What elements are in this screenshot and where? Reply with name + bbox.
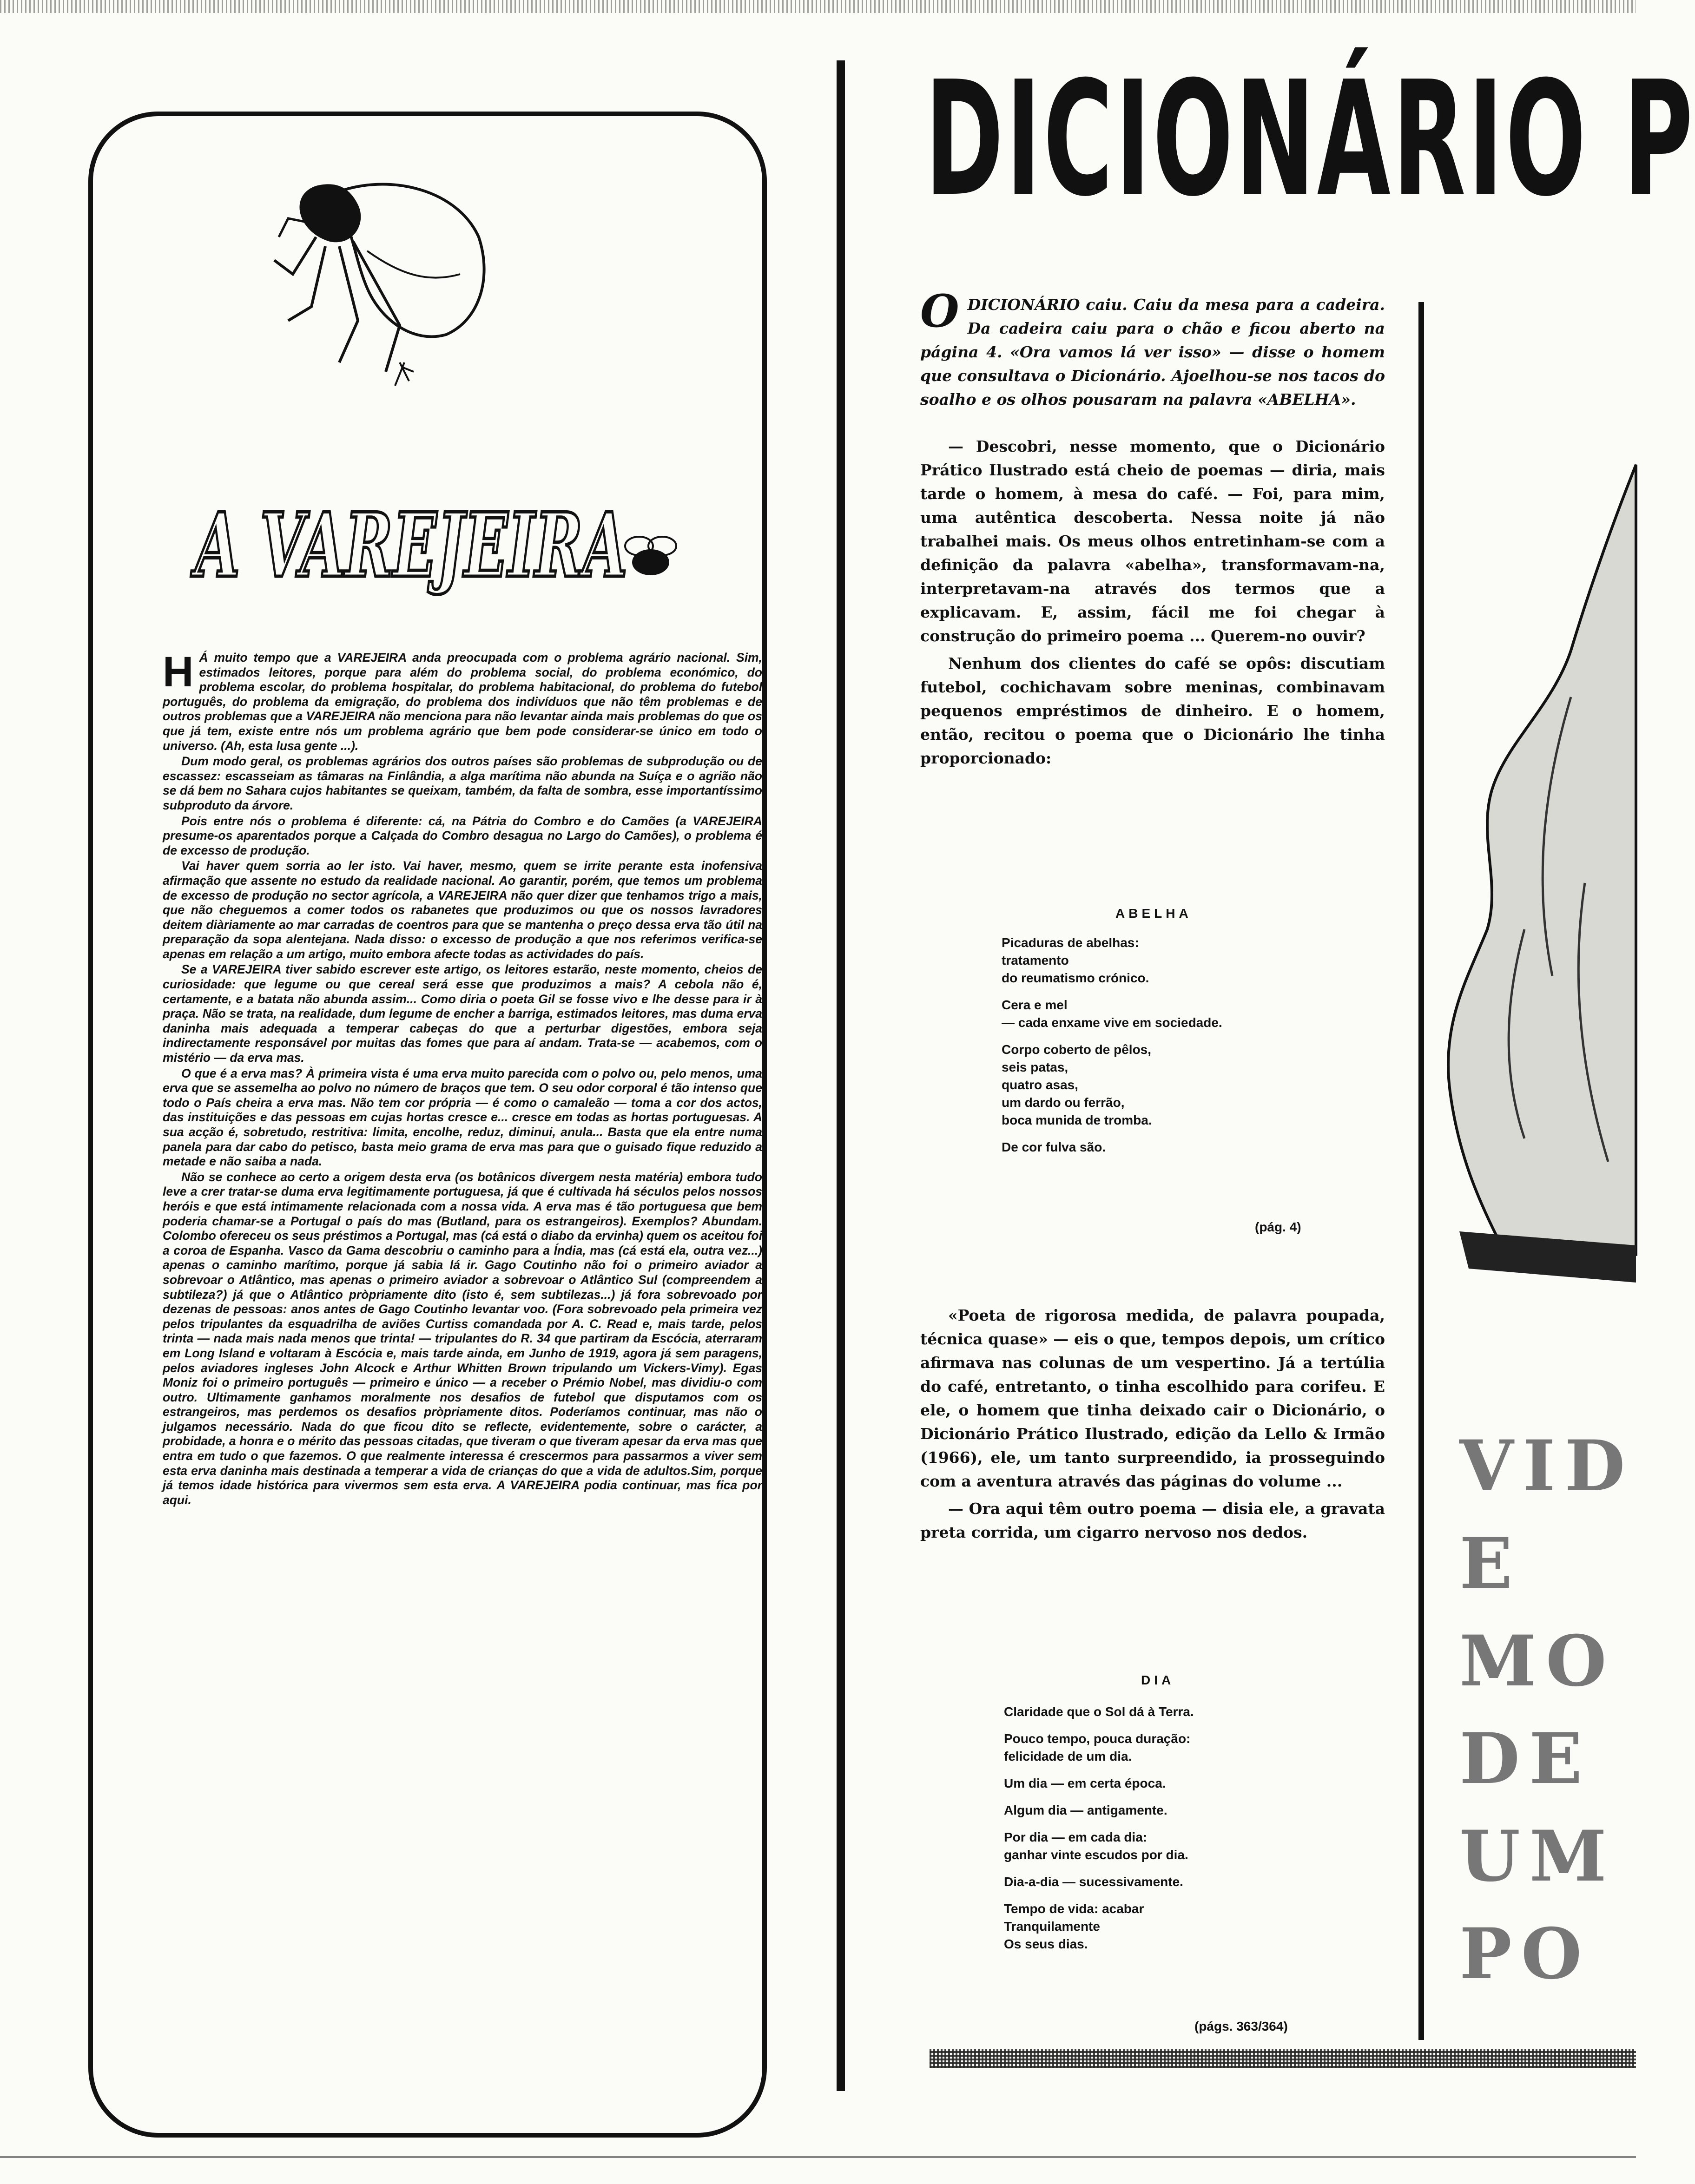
bottom-border [0,2156,1636,2158]
body-text-bottom [920,1303,1385,1548]
column-divider [837,60,845,2091]
paragraph: Vai haver quem sorria ao ler isto. Vai haver, mesmo, quem se irrite perante esta inofensiva afirmação que assente no estudo da realidade nacional. Ao garantir, porém, que temos um problema de excesso de produção no sector agrícola, a VAREJEIRA não quer dizer que tenhamos trigo a mais, que não cheguemos a comer todos os rabanetes que produzimos ou que os nossos lavradores deitem diàriamente ao mar carradas de coentros para que se mantenha o preço dessa erva tão útil na preparação da sopa alentejana. Nada disso: o excesso de produção a que nos referimos verifica-se apenas em relação a um artigo, muito embora afecte todas as actividades do país. [163,859,762,961]
paragraph: O que é a erva mas? À primeira vista é uma erva muito parecida com o polvo ou, pelo menos, uma erva que se assemelha ao polvo no número de braços que tem. O seu odor corporal é tão intenso que todo o País cheira a erva mas. Não tem cor própria — é como o camaleão — toma a cor dos actos, das instituições e das pessoas em cujas hortas cresce e... cresce em todas as hortas portuguesas. A sua acção é, sobretudo, restritiva: limita, encolhe, reduz, diminui, anula... Basta que ela entre numa panela para dar cabo do petisco, basta meio grama de erva mas para que o guisado fique reduzido a metade e não saiba a nada. [163,1066,762,1169]
body-text-top [920,434,1385,774]
varejeira-title-art [186,460,697,627]
figure-illustration [1431,465,1636,1348]
poem-title-abelha: ABELHA [1115,906,1192,921]
paragraph: Não se conhece ao certo a origem desta erva (os botânicos divergem nesta matéria) embora tudo leve a crer tratar-se duma erva legitimamente portuguesa, já que é cultivada há séculos pelos nossos heróis e que está intimamente relacionada com a nossa vida. A erva mas é tão portuguesa que bem poderia chamar-se a Portugal o país do mas (Butland, para os estrangeiros). Exemplos? Abundam. Colombo ofereceu os seus préstimos a Portugal, mas (cá está o diabo da ervinha) quem os aceitou foi a coroa de Espanha. Vasco da Gama descobriu o caminho para a Índia, mas (cá está ela, outra vez...) apenas o caminho marítimo, porque já sabia lá ir. Gago Coutinho não foi o primeiro aviador a sobrevoar o Atlântico, mas apenas o primeiro aviador a sobrevoar o Atlântico Sul (compreendem a subtileza?) já que o Atlântico pròpriamente dito (isto é, sem subtilezas...) já fora sobrevoado por dezenas de pessoas: anos antes de Gago Coutinho levantar voo. (Fora sobrevoado pela primeira vez pelos tripulantes da esquadrilha de aviões Curtiss comandada por A. C. Read e, mais tarde, pelos trinta — nada mais nada menos que trinta! — tripulantes do R. 34 que partiram da Escócia, aterraram em Long Island e voltaram à Escócia e, mais tarde ainda, em Junho de 1919, agora já sem paragens, pelos aviadores ingleses John Alcock e Arthur Whitten Brown tripulando um Vickers-Vimy). Egas Moniz foi o primeiro português — primeiro e único — a receber o Prémio Nobel, mas dividiu-o com outro. Ultimamente ganhamos moralmente nos desafios de futebol que disputamos com os estrangeiros, mas perdemos os desafios pròpriamente ditos. Poderíamos continuar, mas não o julgamos necessário. Nada do que ficou dito se reflecte, evidentemente, sobre o carácter, a probidade, a honra e o mérito das pessoas citadas, que tiveram o que tiveram apesar da erva mas que entra em tudo o que fazemos. O que realmente interessa é crescermos para passarmos a viver sem esta erva daninha mais destinada a temperar a vida de crianças do que a vida de adultos.Sim, porque já temos idade histórica para vivermos sem esta erva. A VAREJEIRA podia continuar, mas fica por aqui. [163,1170,762,1507]
poem-dia: Claridade que o Sol dá à Terra. Pouco tempo, pouca duração: felicidade de um dia. Um dia — em certa época. Algum dia — antigamente. Por dia — em cada dia: ganhar vinte escudos por dia. Dia-a-dia — sucessivamente. Tempo de vida: acabar Tranquilamente Os seus dias. [1004,1704,1194,1951]
side-headline-fragment: VID E MO DE UM PO [1459,1425,1635,1995]
fly-illustration [260,167,502,400]
page-reference: (pág. 4) [1255,1220,1301,1234]
poem-title-dia: DIA [1141,1673,1175,1687]
varejeira-title: A VAREJEIRA [191,493,627,597]
top-border [0,0,1636,13]
paragraph: Nenhum dos clientes do café se opôs: discutiam futebol, cochichavam sobre meninas, combinavam pequenos empréstimos de dinheiro. E o homem, então, recitou o poema que o Dicionário lhe tinha proporcionado: [920,654,1385,767]
paragraph: — Ora aqui têm outro poema — disia ele, a gravata preta corrida, um cigarro nervoso nos dedos. [920,1500,1385,1541]
intro-paragraph: ODICIONÁRIO caiu. Caiu da mesa para a cadeira. Da cadeira caiu para o chão e ficou aberto na página 4. «Ora vamos lá ver isso» — disse o homem que consultava o Dicionário. Ajoelhou-se nos tacos do soalho e os olhos pousaram na palavra «ABELHA». [920,285,1385,408]
halftone-bar [930,2049,1636,2068]
paragraph: Pois entre nós o problema é diferente: cá, na Pátria do Combro e do Camões (a VAREJEIRA presume-os aparentados porque a Calçada do Combro desagua no Largo do Camões), o problema é de excesso de produção. [163,814,762,857]
paragraph: — Descobri, nesse momento, que o Dicionário Prático Ilustrado está cheio de poemas — diria, mais tarde o homem, à mesa do café. — Foi, para mim, uma autêntica descoberta. Nessa noite já não trabalhei mais. Os meus olhos entretinham-se com a definição da palavra «abelha», transformavam-na, interpretavam-na através dos termos que a explicavam. E, assim, fácil me foi chegar à construção do primeiro poema ... Querem-no ouvir? [920,437,1385,645]
headline: DICIONÁRIO P [925,47,1695,231]
paragraph: Se a VAREJEIRA tiver sabido escrever este artigo, os leitores estarão, neste momento, cheios de curiosidade: que legume ou que cereal será esse que produzimos a mais? A cebola não é, certamente, e a batata não abunda assim... Como diria o poeta Gil se fosse vivo e lhe desse para ir à praça. Não se trata, na realidade, dum legume de encher a barriga, estimados leitores, mas duma erva daninha mais adequada a temperar cabeças do que a perturbar digestões, embora seja indirectamente responsável por muitas das fomes que para aí andam. Trata-se — acabemos, com o mistério — da erva mas. [163,962,762,1065]
paragraph: H Á muito tempo que a VAREJEIRA anda preocupada com o problema agrário nacional. Sim, estimados leitores, porque para além do problema social, do problema económico, do problema escolar, do problema hospitalar, do problema habitacional, do problema do futebol português, do problema da emigração, do problema dos indivíduos que não têm problemas e de outros problemas que a VAREJEIRA não menciona para não levantar ainda mais problemas do que os que já tem, existe entre nós um problema agrário que bem pode considerar-se único em todo o universo. (Ah, esta lusa gente ...). [163,648,762,753]
inner-divider [1418,302,1424,2040]
drop-cap: O [920,285,959,337]
paragraph: Dum modo geral, os problemas agrários dos outros países são problemas de subprodução ou de escassez: escasseiam as tâmaras na Finlândia, a alga marítima não abunda na Suíça e o agrião não se dá bem no Sahara cujos habitantes se queixam, também, da falta de sombra, esse importantíssimo subproduto da árvore. [163,754,762,812]
page-reference: (págs. 363/364) [1194,2019,1288,2033]
small-fly-icon [625,537,676,575]
paragraph: «Poeta de rigorosa medida, de palavra poupada, técnica quase» — eis o que, tempos depois, um crítico afirmava nas colunas de um vespertino. Já a tertúlia do café, entretanto, o tinha escolhido para corifeu. E ele, o homem que tinha deixado cair o Dicionário, o Dicionário Prático Ilustrado, edição da Lello & Irmão (1966), ele, um tanto surpreendido, ia prosseguindo com a aventura através das páginas do volume ... [920,1306,1385,1490]
drop-cap: H [163,648,194,696]
poem-abelha: Picaduras de abelhas: tratamento do reumatismo crónico. Cera e mel — cada enxame vive em sociedade. Corpo coberto de pêlos, seis patas, quatro asas, um dardo ou ferrão, boca munida de tromba. De cor fulva são. [1002,935,1222,1154]
varejeira-text [163,648,762,1508]
